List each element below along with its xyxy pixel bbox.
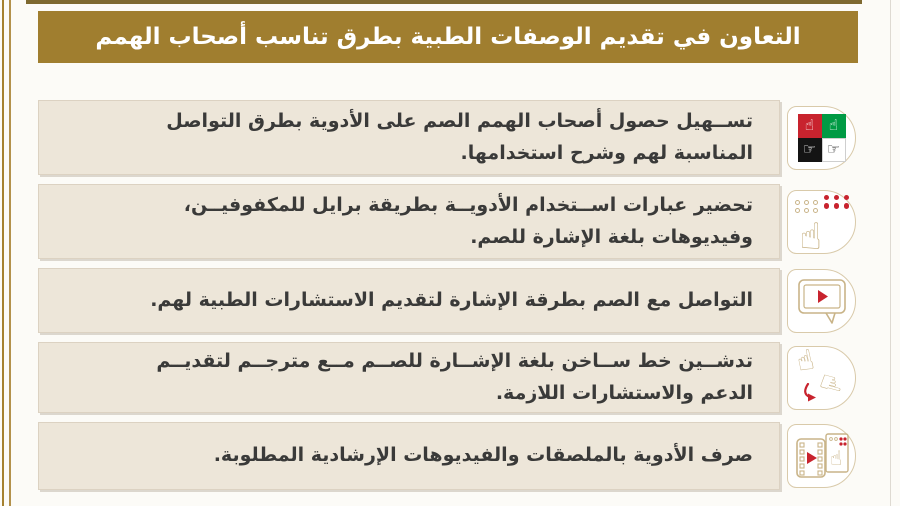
white-hand-square: ☞ [822,138,846,162]
item-row-4 [0,342,900,413]
item-text-box [38,342,780,413]
item-text-box [38,184,780,259]
green-hand-square: ☝ [822,114,846,138]
speech-bubble-play-svg [796,276,848,326]
signing-hand-lower-icon: ☝ [812,370,849,396]
uae-flag-sign-language-icon [787,106,856,170]
item-text-box [38,100,780,175]
item-text-box [38,268,780,333]
item-row-2 [0,184,900,259]
film-strip-braille-svg [793,429,851,483]
black-hand-square: ☞ [798,138,822,162]
top-cutoff-strip [26,0,862,4]
svg-text:☝: ☝ [829,446,842,470]
braille-dots-outline [795,200,819,213]
braille-touch-hand-icon [787,190,856,258]
signing-hand-upper-icon: ☝ [793,342,817,378]
braille-dots-red [824,195,851,209]
video-speech-bubble-icon [787,269,856,333]
item-text: تدشــين خط ســاخن بلغة الإشــارة للصــم مــع مترجــم لتقديــم الدعم والاستشارات اللازمة. [156,349,753,404]
item-row-5 [0,422,900,490]
item-text-box [38,422,780,490]
pointing-hand-icon: ☝ [799,214,823,258]
medicine-video-instructions-icon [787,424,856,488]
sign-language-hands-arrow-icon [787,342,856,410]
page-title: التعاون في تقديم الوصفات الطبية بطرق تناسب أصحاب الهمم [95,24,801,50]
item-text: التواصل مع الصم بطرقة الإشارة لتقديم الاستشارات الطبية لهم. [150,288,753,311]
title-bar [38,11,858,63]
item-text: تســهيل حصول أصحاب الهمم الصم على الأدوية بطرق التواصل المناسبة لهم وشرح استخدامها. [166,109,753,164]
red-hand-square: ☝ [798,114,822,138]
item-text: صرف الأدوية بالملصقات والفيديوهات الإرشادية المطلوبة. [213,444,753,467]
item-text: تحضير عبارات اســتخدام الأدويــة بطريقة برايل للمكفوفيــن، وفيديوهات بلغة الإشارة للصم. [183,193,753,248]
item-row-1 [0,100,900,175]
item-row-3 [0,268,900,333]
red-curved-arrow-icon [802,383,820,403]
flag-sign-grid [798,114,846,162]
